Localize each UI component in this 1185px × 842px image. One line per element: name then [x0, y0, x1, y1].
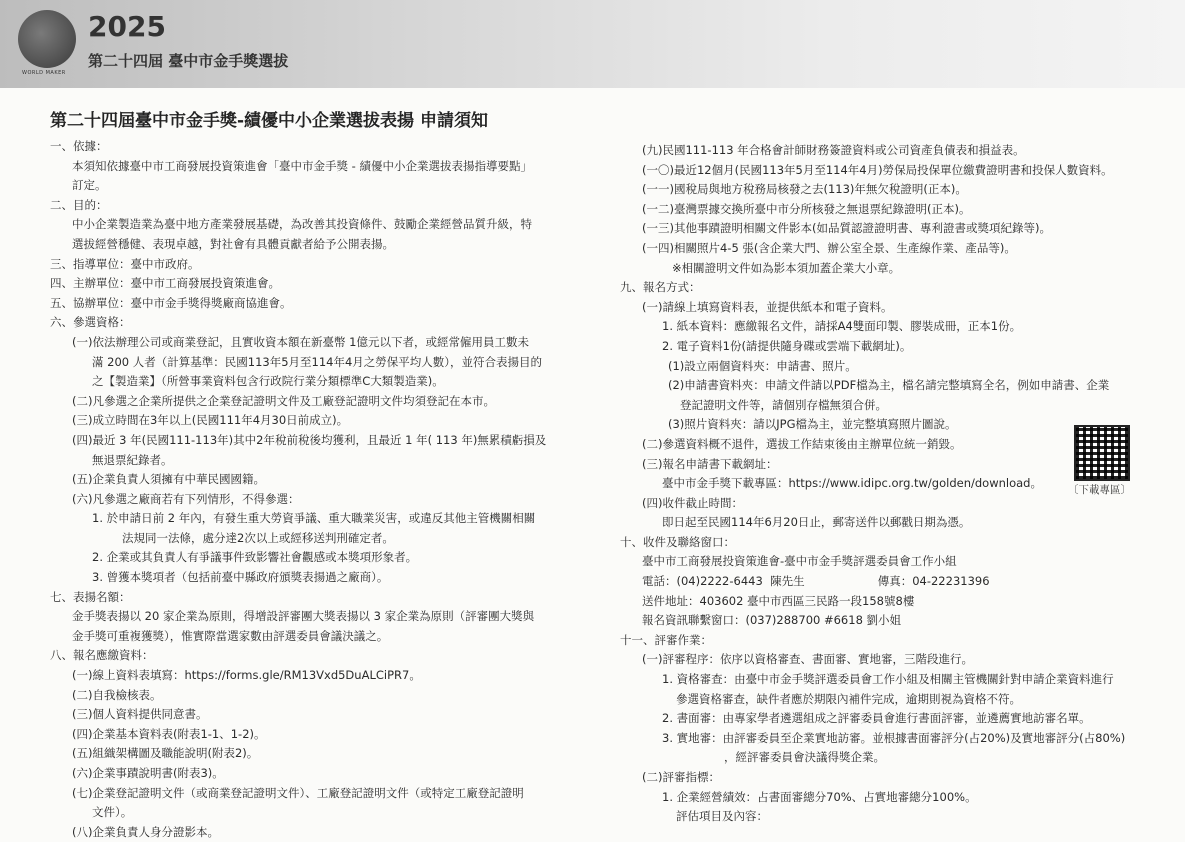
list-item: 2. 企業或其負責人有爭議事件致影響社會觀感或本獎項形象者。 [92, 550, 418, 565]
list-item: (一二)臺灣票據交換所臺中市分所核發之無退票紀錄證明(正本)。 [642, 201, 971, 216]
list-item: (一)評審程序：依序以資格審查、書面審、實地審，三階段進行。 [642, 652, 973, 667]
list-item: (五)企業負責人須擁有中華民國國籍。 [72, 472, 265, 487]
list-item: (二)凡參選之企業所提供之企業登記證明文件及工廠登記證明文件均須登記在本市。 [72, 393, 495, 408]
list-item: 3. 實地審：由評審委員至企業實地訪審。並根據書面審評分(占20%)及實地審評分(占80%) [662, 730, 1126, 745]
list-item: (3)照片資料夾：請以JPG檔為主，並完整填寫照片圖說。 [668, 417, 957, 432]
text-line: 選拔經營穩健、表現卓越，對社會有具體貢獻者給予公開表揚。 [72, 236, 394, 251]
list-item: (六)企業事蹟說明書(附表3)。 [72, 766, 224, 780]
note-line: ※相關證明文件如為影本須加蓋企業大小章。 [672, 260, 901, 275]
list-item: 1. 紙本資料：應繳報名文件，請採A4雙面印製、膠裝成冊，正本1份。 [662, 319, 1022, 334]
section-heading: 八、報名應繳資料： [50, 648, 154, 663]
text-line: 本須知依據臺中市工商發展投資策進會「臺中市金手獎 - 績優中小企業選拔表揚指導要點」 [72, 158, 532, 173]
text-line: 之【製造業】（所營事業資料包含行政院行業分類標準C大類製造業)。 [92, 374, 444, 389]
list-item: (九)民國111-113 年合格會計師財務簽證資料或公司資產負債表和損益表。 [642, 143, 1025, 157]
list-item: (七)企業登記證明文件（或商業登記證明文件）、工廠登記證明文件（或特定工廠登記證明 [72, 785, 524, 800]
qr-code-icon[interactable] [1074, 425, 1130, 481]
list-item: (三)報名申請書下載網址： [642, 456, 778, 471]
section-heading: 三、指導單位：臺中市政府。 [50, 256, 200, 271]
text-line: 金手獎表揚以 20 家企業為原則，得增設評審團大獎表揚以 3 家企業為原則（評審團大獎與 [72, 609, 535, 624]
text-line: 參選資格審查，缺件者應於期限內補件完成，逾期則視為資格不符。 [676, 691, 1021, 706]
list-item: (四)最近 3 年(民國111-113年)其中2年稅前稅後均獲利，且最近 1 年( 113 年)無累積虧損及 [72, 432, 547, 447]
list-item: (三)成立時間在3年以上(民國111年4月30日前成立)。 [72, 413, 349, 428]
list-item: (一一)國稅局與地方稅務局核發之去(113)年無欠稅證明(正本)。 [642, 182, 967, 197]
download-link-line[interactable]: 臺中市金手獎下載專區：https://www.idipc.org.tw/golden/download。 [662, 476, 1042, 491]
list-item: (四)企業基本資料表(附表1-1、1-2)。 [72, 726, 266, 741]
section-heading: 十一、評審作業： [620, 632, 712, 647]
globe-logo-icon [18, 10, 76, 68]
list-item: (二)參選資料概不退件，選拔工作結束後由主辦單位統一銷毀。 [642, 436, 962, 451]
header-banner [0, 0, 1185, 88]
list-item: (一)依法辦理公司或商業登記，且實收資本額在新臺幣 1億元以下者，或經常僱用員工數未 [72, 334, 529, 349]
left-column [50, 137, 565, 842]
text-line: 評估項目及內容： [676, 809, 768, 824]
text-line: 無退票紀錄者。 [92, 452, 173, 467]
section-heading: 四、主辦單位：臺中市工商發展投資策進會。 [50, 276, 280, 291]
list-item: (四)收件截止時間： [642, 495, 743, 510]
text-line: ，經評審委員會決議得獎企業。 [724, 750, 885, 765]
text-line: 中小企業製造業為臺中地方產業發展基礎，為改善其投資條件、鼓勵企業經營品質升級，特 [72, 217, 532, 232]
form-link-line[interactable]: (一)線上資料表填寫：https://forms.gle/RM13Vxd5DuALCiPR7。 [72, 668, 421, 683]
list-item: (二)評審指標： [642, 770, 720, 784]
list-item: (1)設立兩個資料夾：申請書、照片。 [668, 358, 857, 373]
contact-phone-fax: 電話：(04)2222-6443 陳先生 傳真：04-22231396 [642, 574, 990, 589]
list-item: (三)個人資料提供同意書。 [72, 707, 208, 722]
text-line: 法規同一法條，處分達2次以上或經移送判刑確定者。 [122, 530, 394, 545]
qr-label: 〔下載專區〕 [1068, 484, 1131, 496]
text-line: 登記證明文件等，請個別存檔無須合併。 [680, 397, 887, 412]
list-item: 1. 於申請日前 2 年內，有發生重大勞資爭議、重大職業災害，或違反其他主管機關相關 [92, 511, 536, 526]
text-line: 送件地址：403602 臺中市西區三民路一段158號8樓 [642, 593, 915, 608]
list-item: 1. 企業經營績效：占書面審總分70%、占實地審總分100%。 [662, 789, 977, 804]
logo-text: WORLD MAKER [22, 70, 66, 76]
list-item: (六)凡參選之廠商若有下列情形，不得參選： [72, 491, 300, 506]
text-line: 滿 200 人者（計算基準：民國113年5月至114年4月之勞保平均人數），並符合表揚目的 [92, 354, 543, 369]
list-item: 2. 電子資料1份(請提供隨身碟或雲端下載網址)。 [662, 338, 912, 353]
list-item: 3. 曾獲本獎項者（包括前臺中縣政府頒獎表揚過之廠商）。 [92, 570, 389, 585]
list-item: (2)申請書資料夾：申請文件請以PDF檔為主，檔名請完整填寫全名，例如申請書、企業 [668, 378, 1110, 393]
list-item: 1. 資格審查：由臺中市金手獎評選委員會工作小組及相關主管機關針對申請企業資料進行 [662, 672, 1114, 687]
page-title: 第二十四屆臺中市金手獎-績優中小企業選拔表揚 申請須知 [50, 111, 488, 131]
section-heading: 七、表揚名額： [50, 589, 131, 604]
section-heading: 六、參選資格： [50, 315, 131, 330]
list-item: (一三)其他事蹟證明相關文件影本(如品質認證證明書、專利證書或獎項紀錄等)。 [642, 221, 1051, 236]
list-item: (一四)相關照片4-5 張(含企業大門、辦公室全景、生產線作業、產品等)。 [642, 240, 1016, 255]
text-line: 金手獎可重複獲獎），惟實際當選家數由評選委員會議決議之。 [72, 628, 389, 643]
text-line: 即日起至民國114年6月20日止，郵寄送件以郵戳日期為憑。 [662, 515, 971, 530]
list-item: (八)企業負責人身分證影本。 [72, 824, 219, 839]
list-item: 2. 書面審：由專家學者遴選組成之評審委員會進行書面評審，並遴薦實地訪審名單。 [662, 711, 1091, 726]
year-heading: 2025 [88, 10, 166, 43]
section-heading: 一、依據： [50, 139, 108, 153]
edition-heading: 第二十四屆 臺中市金手獎選拔 [88, 52, 289, 70]
section-heading: 五、協辦單位：臺中市金手獎得獎廠商協進會。 [50, 295, 292, 310]
list-item: (二)自我檢核表。 [72, 687, 162, 702]
list-item: (五)組織架構圖及職能說明(附表2)。 [72, 746, 259, 761]
list-item: (一〇)最近12個月(民國113年5月至114年4月)勞保局投保單位繳費證明書和投保人數資料。 [642, 162, 1113, 177]
section-heading: 二、目的： [50, 197, 108, 212]
text-line: 報名資訊聯繫窗口：(037)288700 #6618 劉小姐 [642, 613, 902, 628]
list-item: (一)請線上填寫資料表，並提供紙本和電子資料。 [642, 299, 893, 314]
text-line: 文件）。 [92, 805, 133, 820]
text-line: 訂定。 [72, 178, 107, 193]
section-heading: 九、報名方式： [620, 280, 701, 295]
section-heading: 十、收件及聯絡窗口： [620, 534, 735, 549]
text-line: 臺中市工商發展投資策進會-臺中市金手獎評選委員會工作小組 [642, 554, 957, 569]
